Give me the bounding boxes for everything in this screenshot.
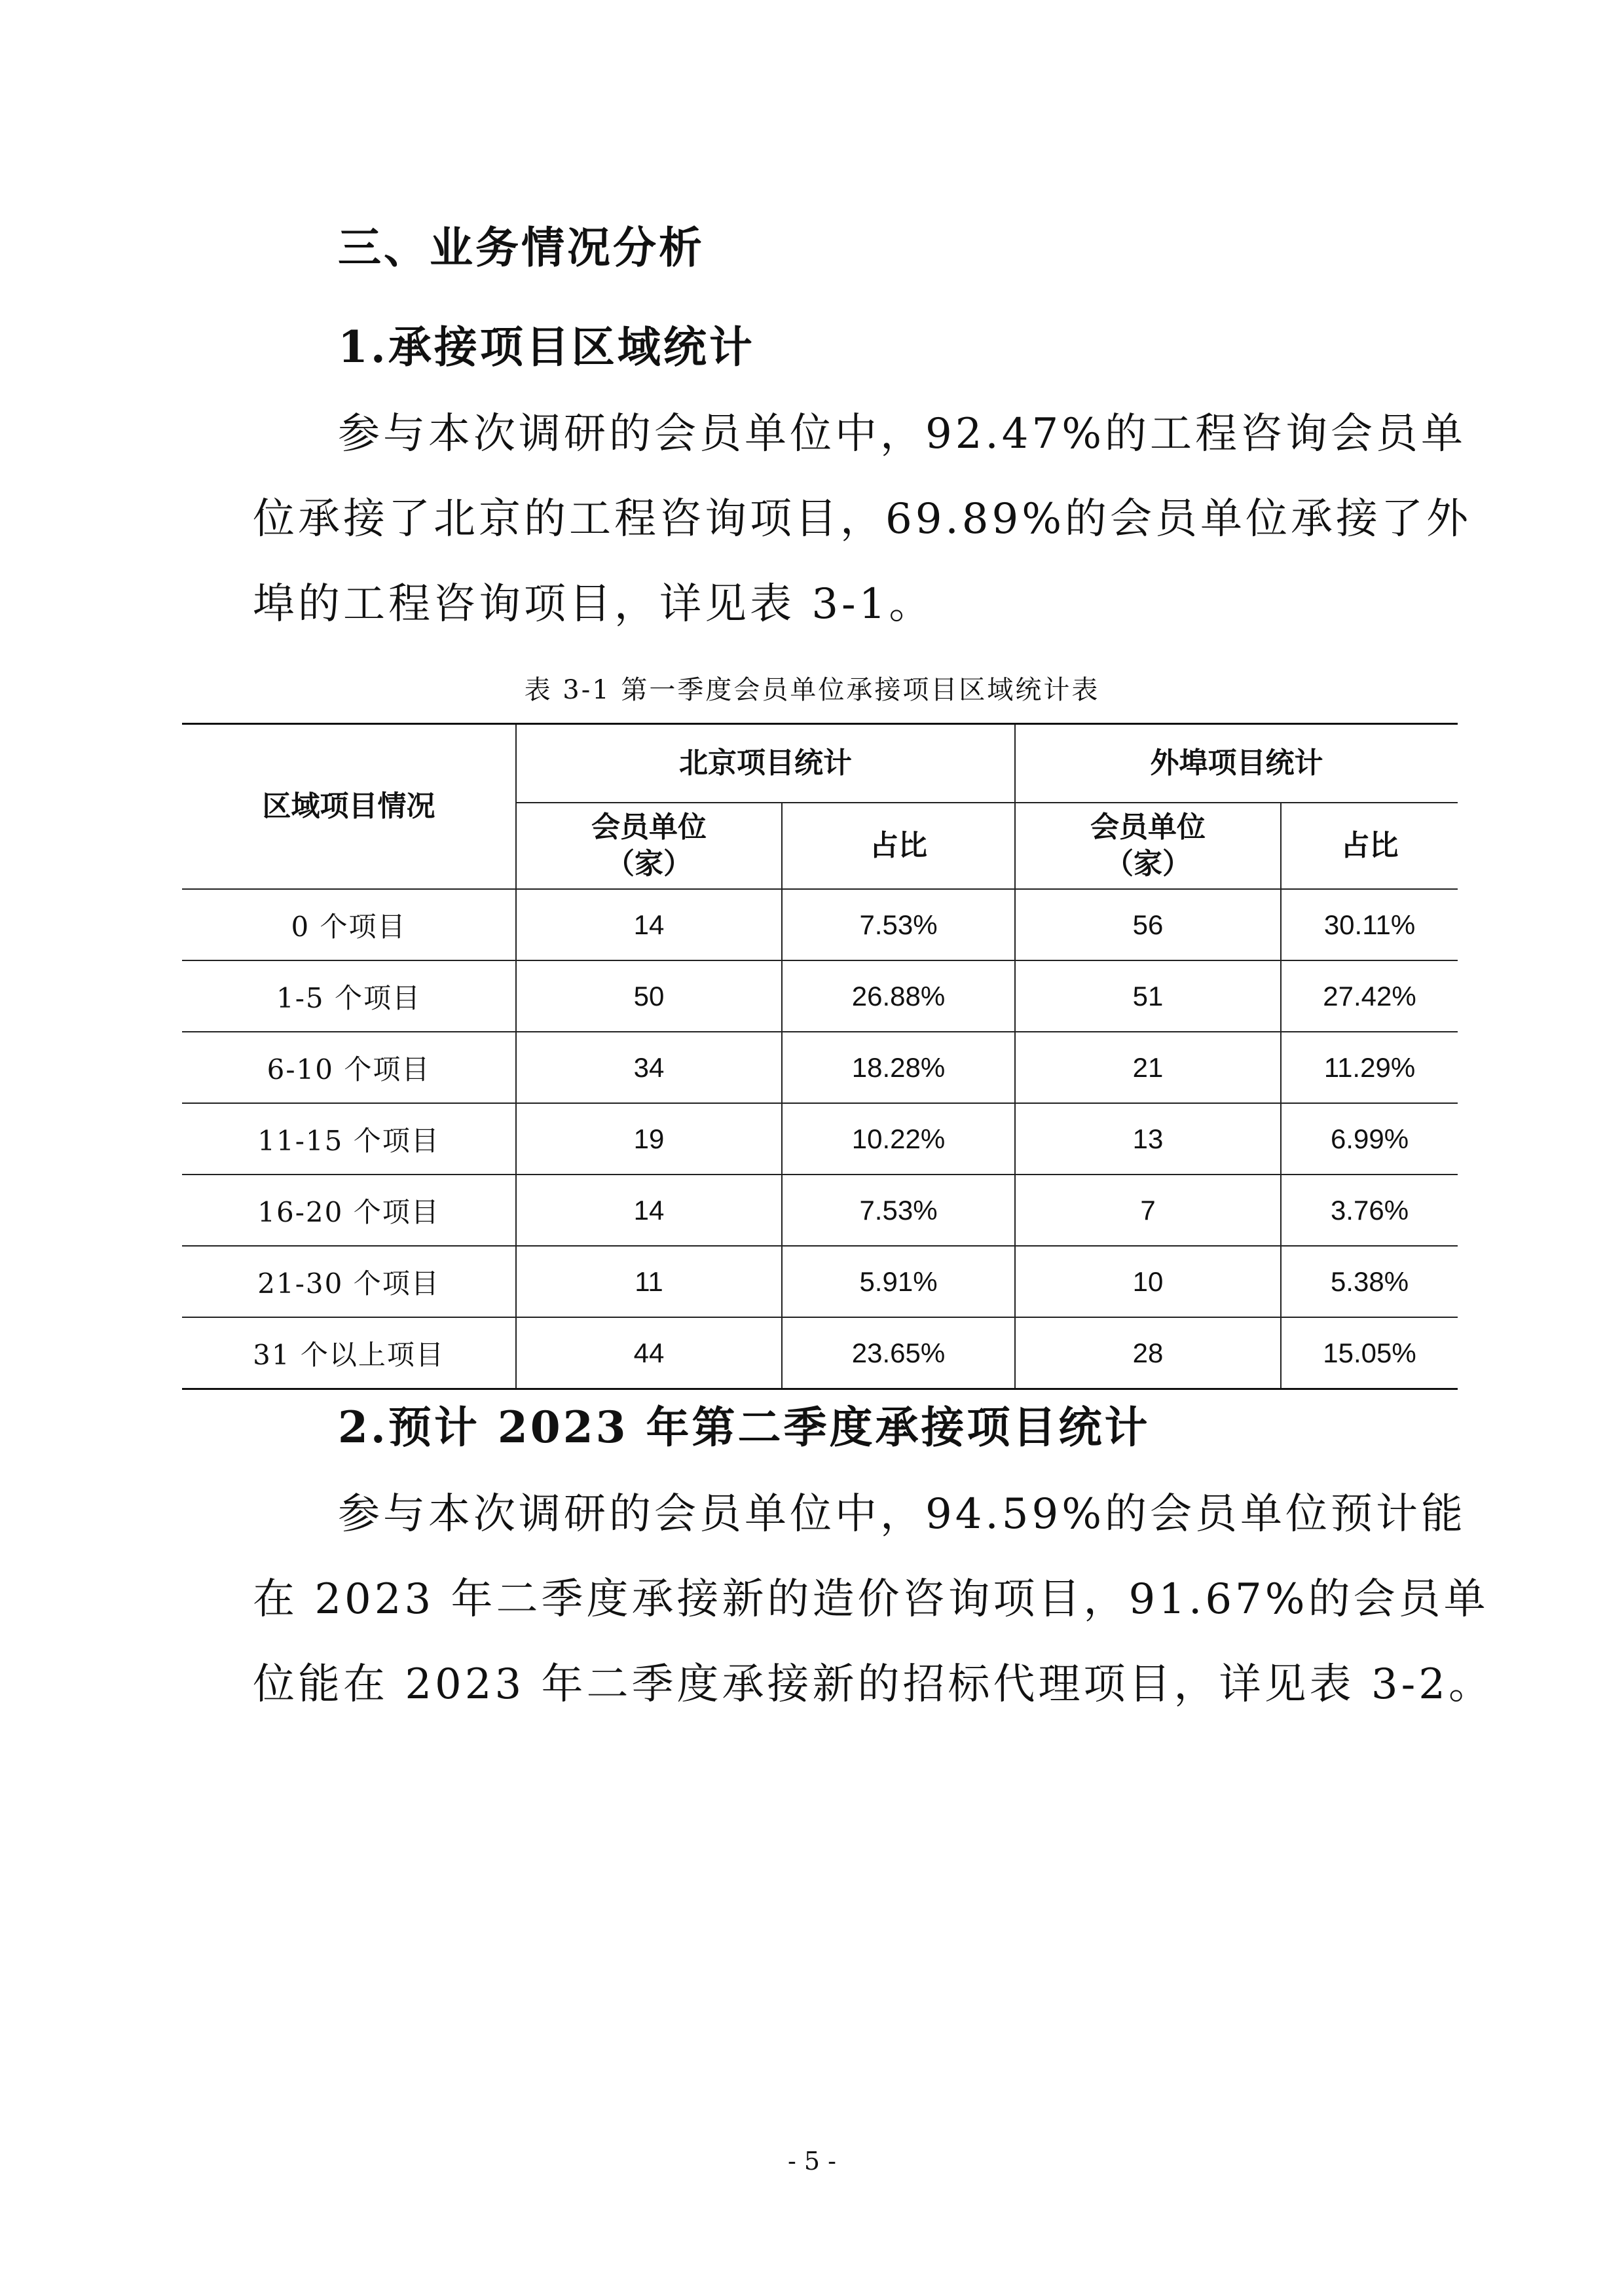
header-region-label: 区域项目情况 xyxy=(182,724,516,890)
table-row xyxy=(182,1103,1458,1175)
outside-ratio-cell: 30.11% xyxy=(1281,889,1458,960)
outside-ratio-cell: 27.42% xyxy=(1281,960,1458,1032)
row-category: 11-15 个项目 xyxy=(182,1103,516,1175)
header-units-label: 会员单位 xyxy=(1090,811,1206,844)
beijing-ratio-cell: 23.65% xyxy=(782,1317,1015,1389)
table-caption: 表 3-1 第一季度会员单位承接项目区域统计表 xyxy=(524,675,1100,705)
subsection-1-heading: 1.承接项目区域统计 xyxy=(338,321,755,373)
beijing-ratio-cell: 18.28% xyxy=(782,1032,1015,1103)
outside-units-cell: 7 xyxy=(1015,1175,1281,1246)
header-units-suffix: （家） xyxy=(606,847,692,881)
outside-ratio-cell: 5.38% xyxy=(1281,1246,1458,1317)
table-row xyxy=(182,1317,1458,1389)
paragraph-line: 位承接了北京的工程咨询项目，69.89%的会员单位承接了外 xyxy=(253,495,1472,543)
paragraph-line: 参与本次调研的会员单位中，92.47%的工程咨询会员单 xyxy=(338,410,1467,458)
header-units-label: 会员单位 xyxy=(591,811,707,844)
table-row xyxy=(182,889,1458,960)
subsection-2-heading: 2.预计 2023 年第二季度承接项目统计 xyxy=(338,1402,1151,1453)
table-row xyxy=(182,1175,1458,1246)
header-units-suffix: （家） xyxy=(1105,847,1191,881)
paragraph-line: 参与本次调研的会员单位中，94.59%的会员单位预计能 xyxy=(338,1490,1467,1539)
outside-units-cell: 51 xyxy=(1015,960,1281,1032)
beijing-ratio-cell: 5.91% xyxy=(782,1246,1015,1317)
header-beijing-ratio: 占比 xyxy=(782,803,1015,889)
header-outside-units xyxy=(1015,803,1281,889)
outside-units-cell: 10 xyxy=(1015,1246,1281,1317)
beijing-units-cell: 19 xyxy=(516,1103,782,1175)
table-row xyxy=(182,1032,1458,1103)
table-header-row xyxy=(182,724,1458,803)
row-category: 16-20 个项目 xyxy=(182,1175,516,1246)
header-beijing-units xyxy=(516,803,782,889)
beijing-units-cell: 44 xyxy=(516,1317,782,1389)
beijing-units-cell: 34 xyxy=(516,1032,782,1103)
beijing-units-cell: 14 xyxy=(516,889,782,960)
outside-ratio-cell: 6.99% xyxy=(1281,1103,1458,1175)
row-category: 1-5 个项目 xyxy=(182,960,516,1032)
header-beijing-group: 北京项目统计 xyxy=(516,724,1015,803)
subsection-2-paragraph xyxy=(253,1472,1494,1727)
beijing-ratio-cell: 10.22% xyxy=(782,1103,1015,1175)
page-number: - 5 - xyxy=(787,2147,836,2176)
header-outside-group: 外埠项目统计 xyxy=(1015,724,1458,803)
beijing-units-cell: 14 xyxy=(516,1175,782,1246)
section-heading: 三、业务情况分析 xyxy=(338,222,705,273)
outside-ratio-cell: 3.76% xyxy=(1281,1175,1458,1246)
outside-units-cell: 28 xyxy=(1015,1317,1281,1389)
table-row xyxy=(182,1246,1458,1317)
paragraph-line: 埠的工程咨询项目，详见表 3-1。 xyxy=(253,580,934,629)
table-row xyxy=(182,960,1458,1032)
header-outside-ratio: 占比 xyxy=(1281,803,1458,889)
outside-ratio-cell: 11.29% xyxy=(1281,1032,1458,1103)
paragraph-line: 在 2023 年二季度承接新的造价咨询项目，91.67%的会员单 xyxy=(253,1575,1489,1624)
paragraph-line: 位能在 2023 年二季度承接新的招标代理项目，详见表 3-2。 xyxy=(253,1660,1494,1709)
beijing-ratio-cell: 7.53% xyxy=(782,889,1015,960)
outside-units-cell: 13 xyxy=(1015,1103,1281,1175)
outside-units-cell: 56 xyxy=(1015,889,1281,960)
row-category: 0 个项目 xyxy=(182,889,516,960)
outside-ratio-cell: 15.05% xyxy=(1281,1317,1458,1389)
beijing-ratio-cell: 7.53% xyxy=(782,1175,1015,1246)
row-category: 6-10 个项目 xyxy=(182,1032,516,1103)
region-statistics-table xyxy=(182,723,1458,1390)
subsection-1-paragraph xyxy=(253,392,1471,647)
row-category: 31 个以上项目 xyxy=(182,1317,516,1389)
beijing-units-cell: 11 xyxy=(516,1246,782,1317)
beijing-ratio-cell: 26.88% xyxy=(782,960,1015,1032)
outside-units-cell: 21 xyxy=(1015,1032,1281,1103)
beijing-units-cell: 50 xyxy=(516,960,782,1032)
row-category: 21-30 个项目 xyxy=(182,1246,516,1317)
